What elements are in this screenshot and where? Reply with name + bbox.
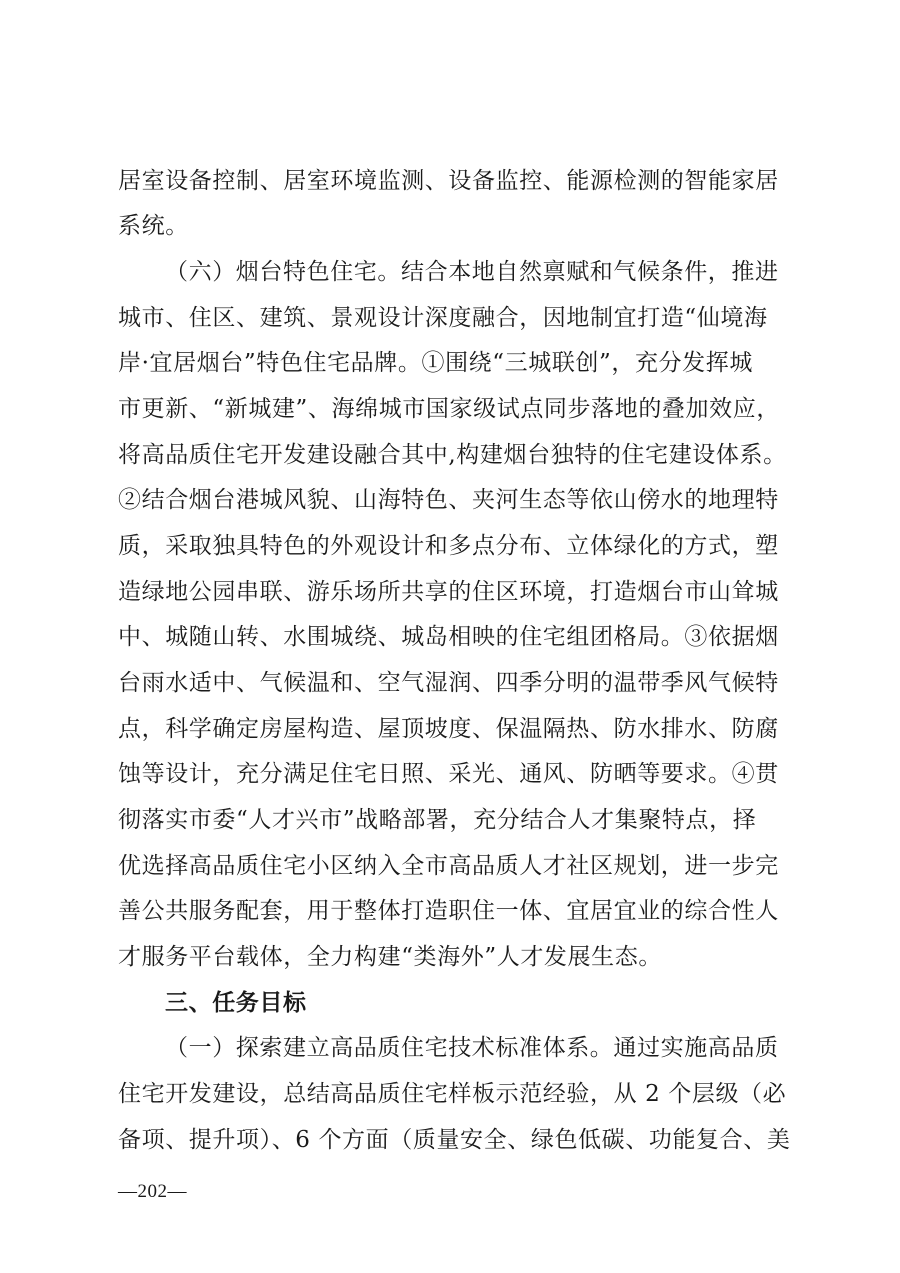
text-line: 城市、住区、建筑、景观设计深度融合，因地制宜打造“仙境海 [118, 305, 768, 331]
text-line: 质，采取独具特色的外观设计和多点分布、立体绿化的方式，塑 [118, 533, 779, 559]
text-line: 市更新、“新城建”、海绵城市国家级试点同步落地的叠加效应， [118, 396, 780, 422]
text-line: 善公共服务配套，用于整体打造职住一体、宜居宜业的综合性人 [118, 898, 779, 924]
text-line: 中、城随山转、水围城绕、城岛相映的住宅组团格局。③依据烟 [118, 624, 779, 650]
text-line: 备项、提升项）、6 个方面（质量安全、绿色低碳、功能复合、美 [118, 1127, 791, 1153]
text-line: 系统。 [118, 213, 189, 239]
text-line: 蚀等设计，充分满足住宅日照、采光、通风、防晒等要求。④贯 [118, 761, 779, 787]
text-line: 点，科学确定房屋构造、屋顶坡度、保温隔热、防水排水、防腐 [118, 716, 779, 742]
text-line: ②结合烟台港城风貌、山海特色、夹河生态等依山傍水的地理特 [118, 487, 779, 513]
text-line: 才服务平台载体，全力构建“类海外”人才发展生态。 [118, 944, 662, 970]
page-number: —202— [118, 1181, 187, 1202]
subsection-one-heading-line: （一）探索建立高品质住宅技术标准体系。通过实施高品质 [165, 1035, 779, 1061]
text-line: 造绿地公园串联、游乐场所共享的住区环境，打造烟台市山耸城 [118, 579, 779, 605]
section-six-heading-line: （六）烟台特色住宅。结合本地自然禀赋和气候条件，推进 [165, 259, 779, 285]
text-line: 将高品质住宅开发建设融合其中,构建烟台独特的住宅建设体系。 [118, 442, 787, 468]
text-line: 居室设备控制、居室环境监测、设备监控、能源检测的智能家居 [118, 168, 779, 194]
text-line: 岸·宜居烟台”特色住宅品牌。①围绕“三城联创”，充分发挥城 [118, 350, 753, 376]
text-line: 住宅开发建设，总结高品质住宅样板示范经验，从 2 个层级（必 [118, 1081, 787, 1107]
text-line: 优选择高品质住宅小区纳入全市高品质人才社区规划，进一步完 [118, 853, 779, 879]
text-line: 台雨水适中、气候温和、空气湿润、四季分明的温带季风气候特 [118, 670, 779, 696]
text-line: 彻落实市委“人才兴市”战略部署，充分结合人才集聚特点，择 [118, 807, 757, 833]
section-three-heading: 三、任务目标 [165, 990, 307, 1016]
